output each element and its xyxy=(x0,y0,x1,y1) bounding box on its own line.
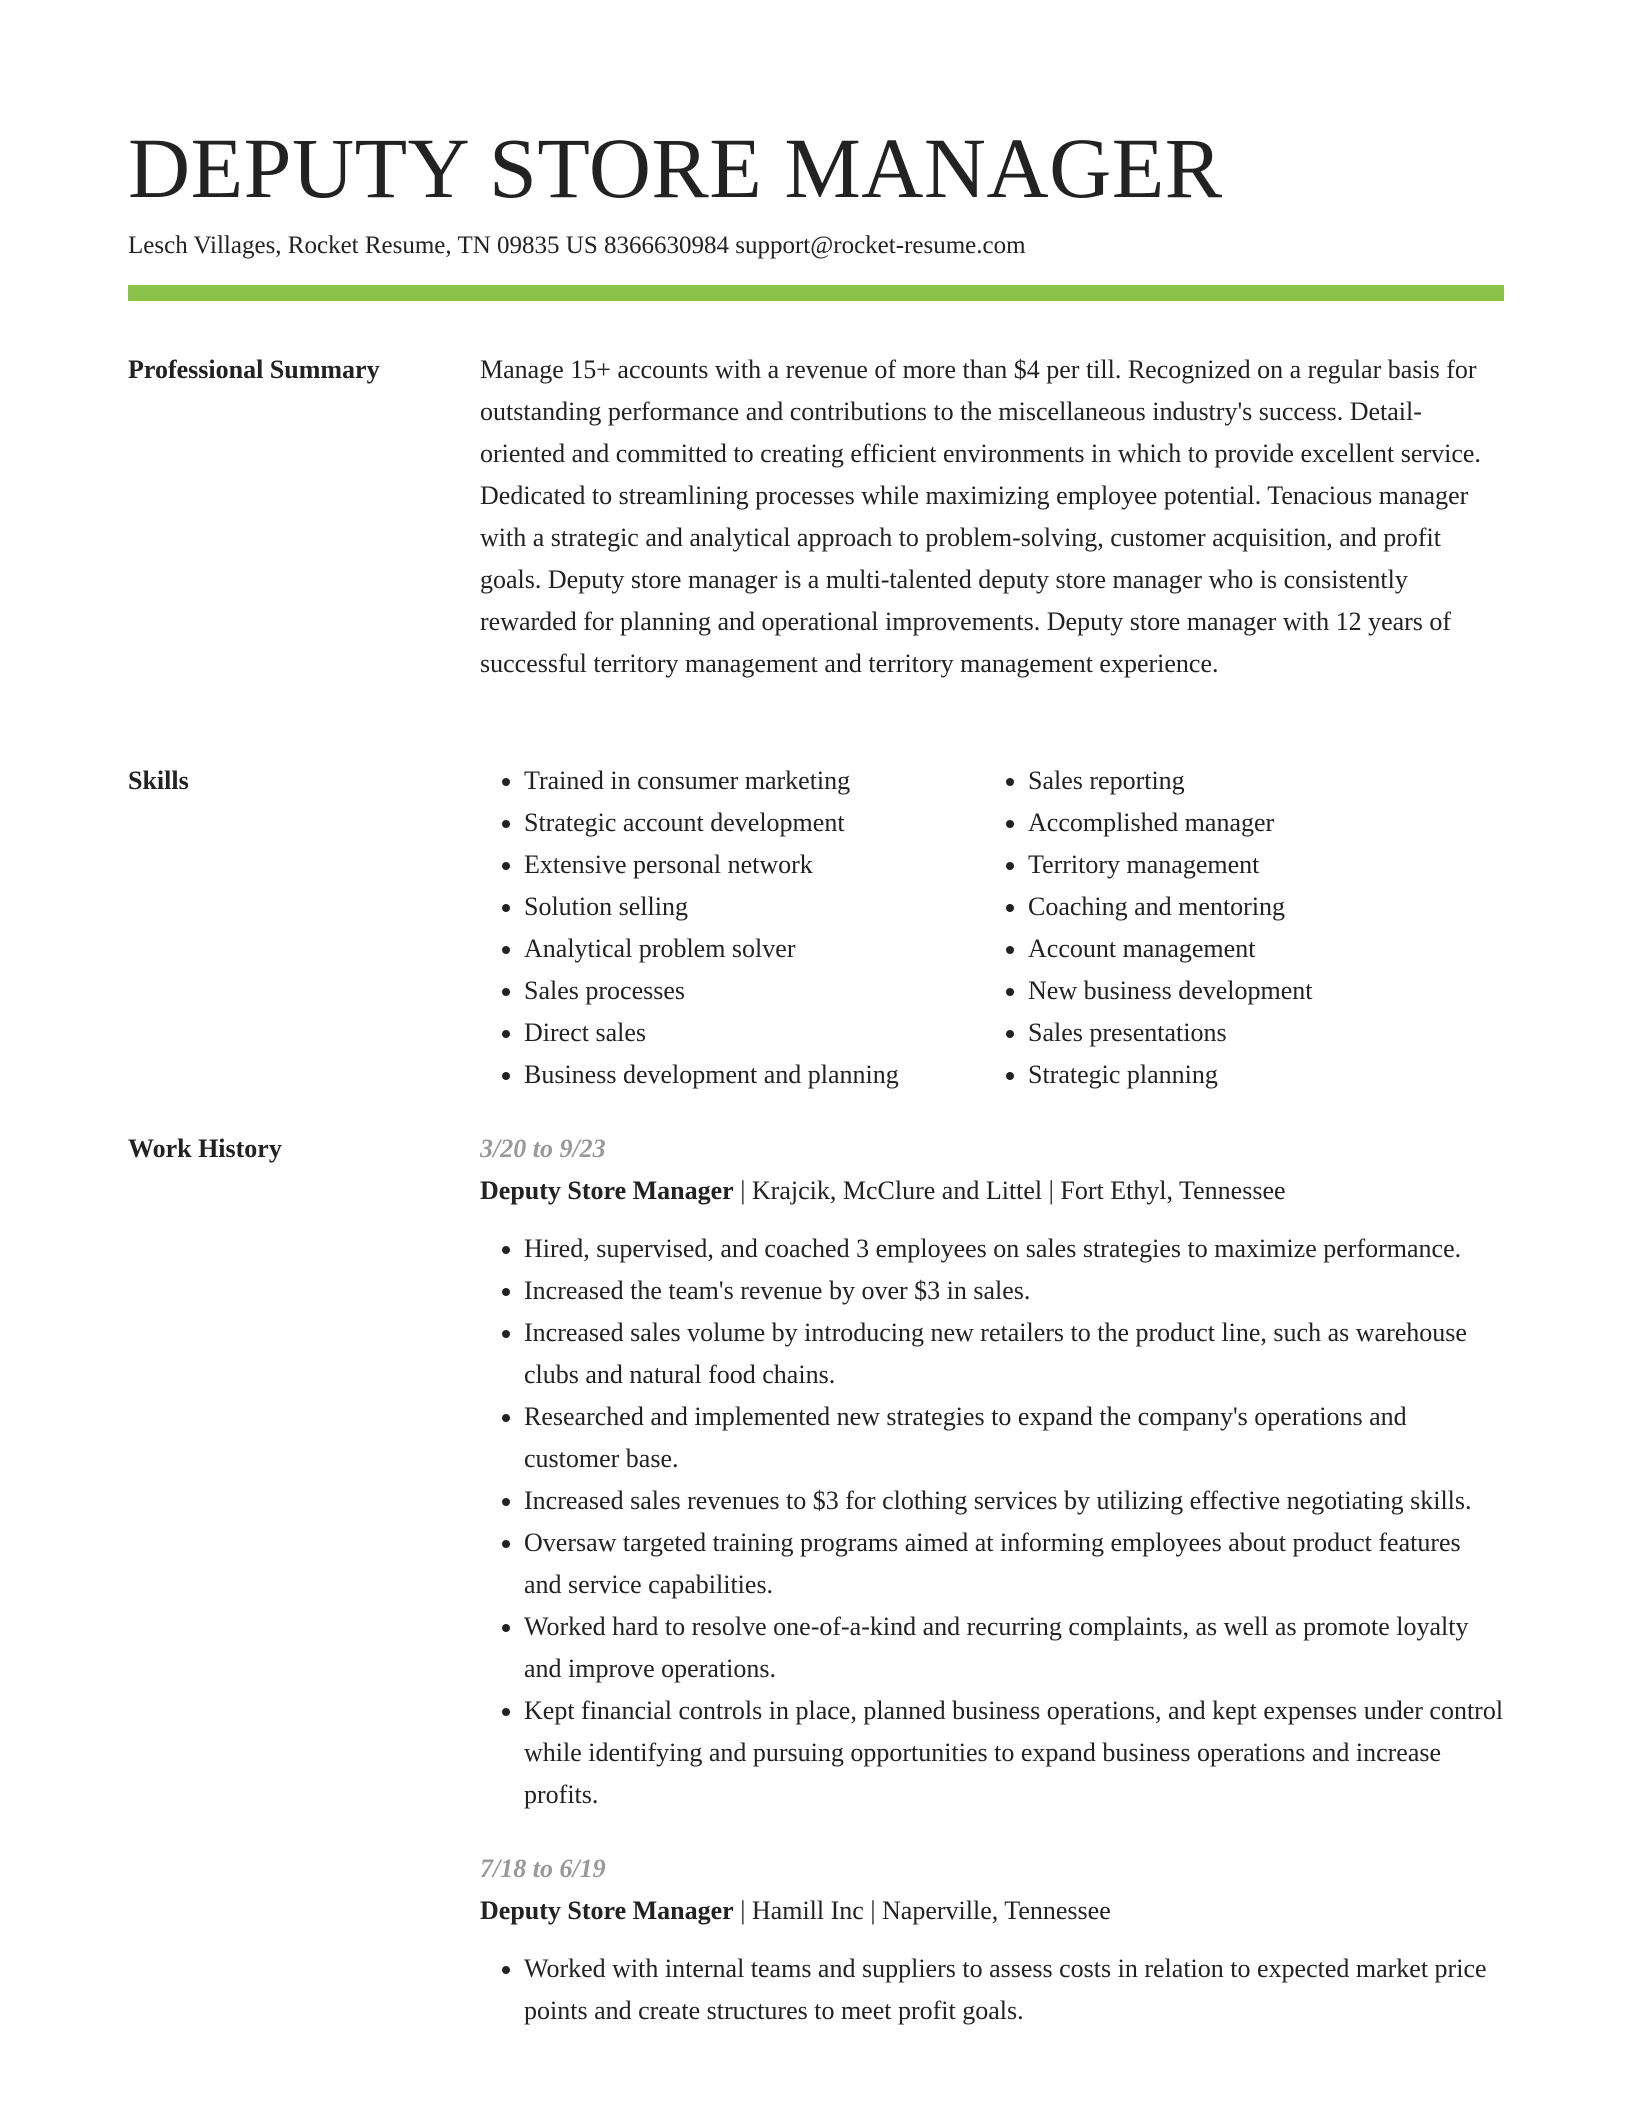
job-title: Deputy Store Manager xyxy=(480,1176,734,1205)
summary-body xyxy=(480,349,1504,685)
skill-item: • Territory management xyxy=(1028,844,1313,886)
skill-item: • Sales processes xyxy=(524,970,899,1012)
job-bullet: • Oversaw targeted training programs aimed at informing employees about product features and service capabilities. xyxy=(524,1522,1504,1606)
skill-item: • Extensive personal network xyxy=(524,844,899,886)
work-history-heading: Work History xyxy=(128,1134,282,1163)
header-divider xyxy=(128,285,1504,301)
skills-list-left xyxy=(480,760,899,1096)
job-title: Deputy Store Manager xyxy=(480,1896,734,1925)
job-bullet: • Worked with internal teams and suppliers to assess costs in relation to expected market price points and create structures to meet profit goals. xyxy=(524,1948,1504,2032)
summary-heading: Professional Summary xyxy=(128,355,380,384)
job-bullet: • Increased the team's revenue by over $3 in sales. xyxy=(524,1270,1504,1312)
job-bullet-list xyxy=(480,1948,1504,2032)
contact-info: Lesch Villages, Rocket Resume, TN 09835 US 8366630984 support@rocket-resume.com xyxy=(128,232,1026,259)
job-bullet: • Kept financial controls in place, planned business operations, and kept expenses under control while identifying and pursuing opportunities to expand business operations and increase profits. xyxy=(524,1690,1504,1816)
summary-text: Manage 15+ accounts with a revenue of more than $4 per till. Recognized on a regular basis for outstanding performance and contributions to the miscellaneous industry's success. Detail-oriented and committed to creating efficient environments in which to provide excellent service. Dedicated to streamlining processes while maximizing employee potential. Tenacious manager with a strategic and analytical approach to problem-solving, customer acquisition, and profit goals. Deputy store manager is a multi-talented deputy store manager who is consistently rewarded for planning and operational improvements. Deputy store manager with 12 years of successful territory management and territory management experience. xyxy=(480,355,1481,678)
job-bullet: • Increased sales volume by introducing new retailers to the product line, such as warehouse clubs and natural food chains. xyxy=(524,1312,1504,1396)
job-bullet: • Increased sales revenues to $3 for clothing services by utilizing effective negotiating skills. xyxy=(524,1480,1504,1522)
skill-item: • Solution selling xyxy=(524,886,899,928)
skill-item: • Accomplished manager xyxy=(1028,802,1313,844)
job-entry xyxy=(480,1848,1504,2032)
skill-item: • Sales presentations xyxy=(1028,1012,1313,1054)
skill-item: • Account management xyxy=(1028,928,1313,970)
skill-item: • Strategic planning xyxy=(1028,1054,1313,1096)
job-title-line xyxy=(480,1170,1504,1212)
job-dates: 7/18 to 6/19 xyxy=(480,1854,606,1883)
skills-heading: Skills xyxy=(128,766,189,795)
job-bullet: • Researched and implemented new strategies to expand the company's operations and customer base. xyxy=(524,1396,1504,1480)
skill-item: • New business development xyxy=(1028,970,1313,1012)
resume-title: DEPUTY STORE MANAGER xyxy=(128,120,1223,216)
skill-item: • Business development and planning xyxy=(524,1054,899,1096)
job-dates: 3/20 to 9/23 xyxy=(480,1134,606,1163)
job-bullet: • Worked hard to resolve one-of-a-kind and recurring complaints, as well as promote loyalty and improve operations. xyxy=(524,1606,1504,1690)
skills-list-right xyxy=(984,760,1313,1096)
job-title-line xyxy=(480,1890,1504,1932)
job-details: | Hamill Inc | Naperville, Tennessee xyxy=(733,1896,1111,1925)
job-bullet: • Hired, supervised, and coached 3 employees on sales strategies to maximize performance. xyxy=(524,1228,1504,1270)
job-details: | Krajcik, McClure and Littel | Fort Ethyl, Tennessee xyxy=(733,1176,1286,1205)
job-entry xyxy=(480,1128,1504,1816)
skill-item: • Sales reporting xyxy=(1028,760,1313,802)
work-history-body xyxy=(480,1128,1504,2032)
skill-item: • Coaching and mentoring xyxy=(1028,886,1313,928)
job-bullet-list xyxy=(480,1228,1504,1816)
skill-item: • Strategic account development xyxy=(524,802,899,844)
skill-item: • Analytical problem solver xyxy=(524,928,899,970)
skill-item: • Direct sales xyxy=(524,1012,899,1054)
skill-item: • Trained in consumer marketing xyxy=(524,760,899,802)
